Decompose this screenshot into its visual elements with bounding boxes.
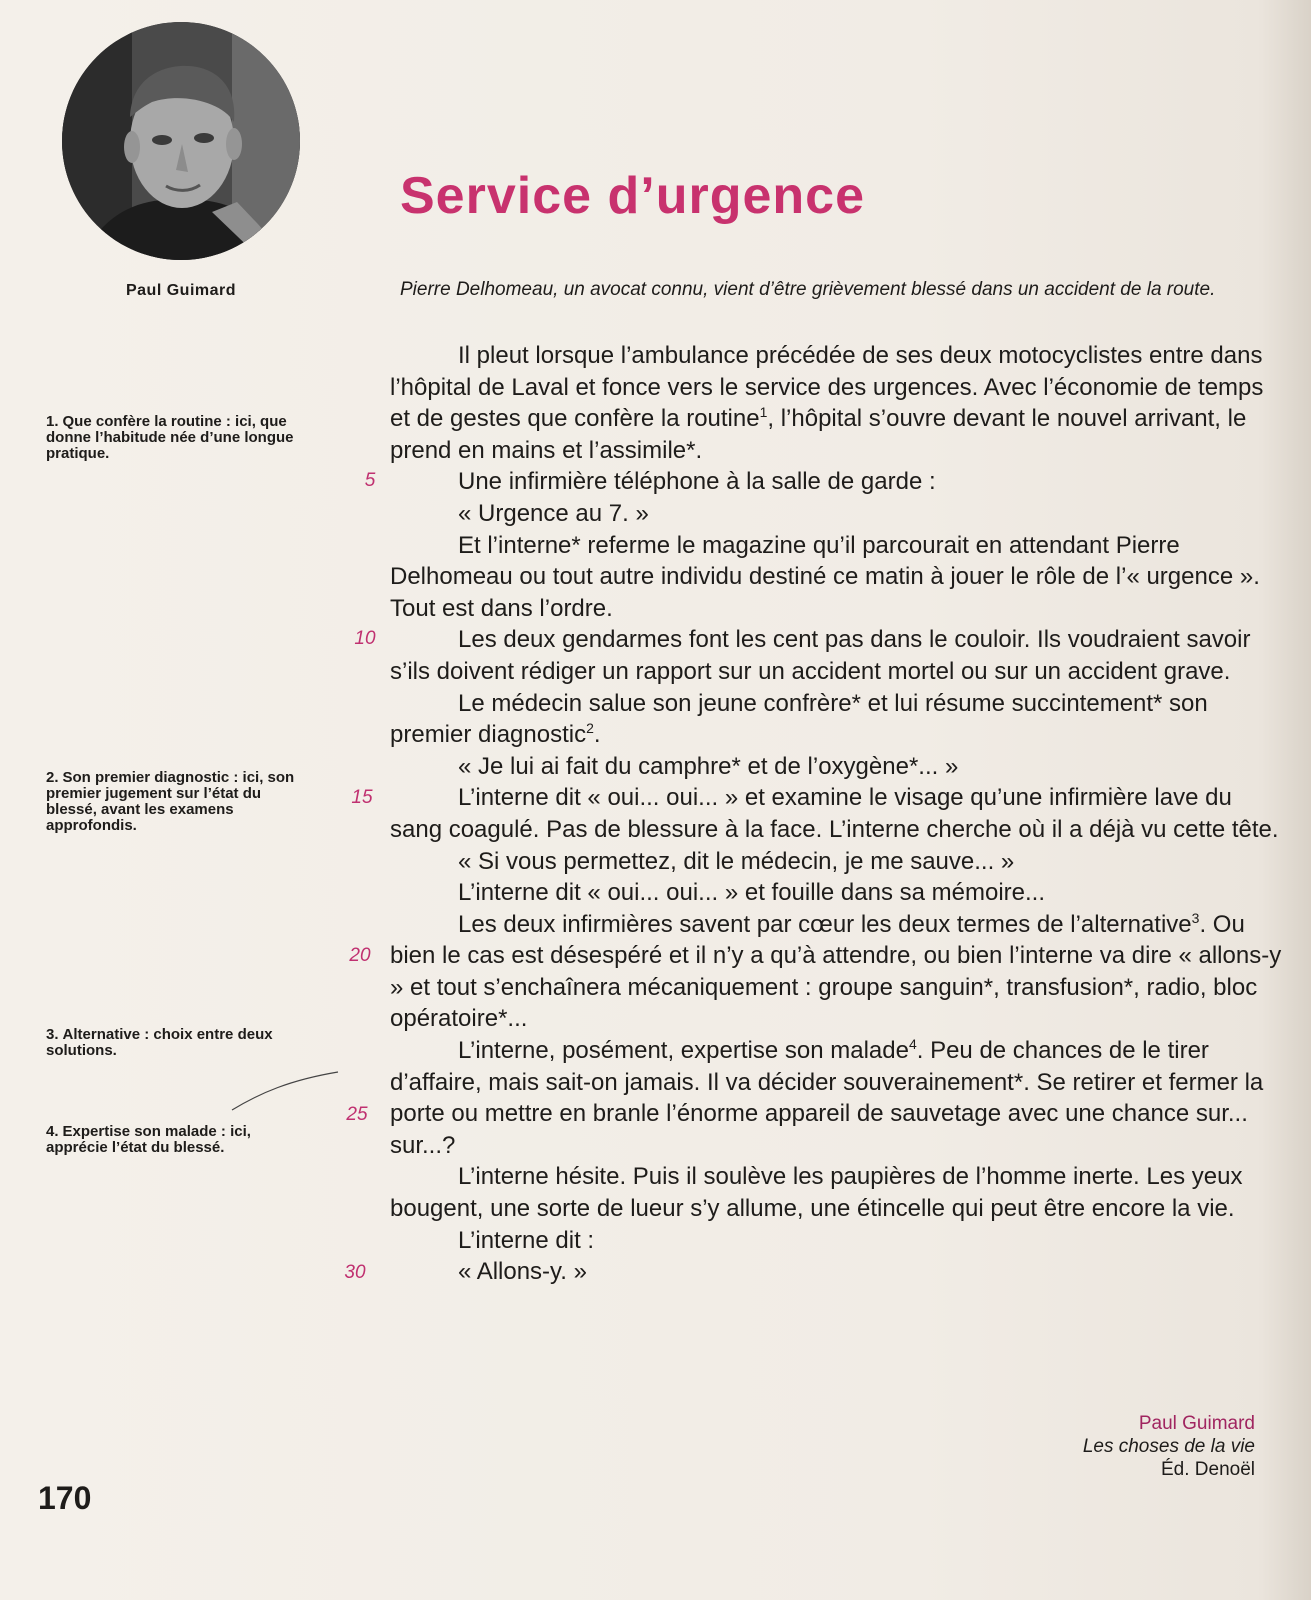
footnote-text: Son premier diagnostic : ici, son premier jugement sur l’état du blessé, avant les examens approfondis. bbox=[46, 769, 295, 834]
footnote-text: Que confère la routine : ici, que donne l’habitude née d’une longue pratique. bbox=[46, 413, 294, 462]
body-paragraph bbox=[390, 909, 1290, 1035]
body-paragraph bbox=[390, 846, 1290, 878]
footnote-1 bbox=[46, 414, 296, 462]
footnote-reference: 3 bbox=[1191, 909, 1200, 926]
line-number: 20 bbox=[349, 945, 371, 966]
paragraph-text: « Allons-y. » bbox=[458, 1258, 587, 1286]
footnote-number: 2. bbox=[46, 769, 59, 786]
credit-book: Les choses de la vie bbox=[1082, 1436, 1255, 1457]
line-number: 10 bbox=[354, 628, 376, 649]
paragraph-text: « Urgence au 7. » bbox=[458, 499, 649, 527]
footnote-reference: 4 bbox=[908, 1036, 917, 1053]
paragraph-text: Le médecin salue son jeune confrère* et lui résume succintement* son premier diagnostic bbox=[390, 689, 1208, 749]
body-paragraph bbox=[390, 751, 1290, 783]
footnote-number: 1. bbox=[46, 413, 59, 430]
body-paragraph bbox=[390, 782, 1290, 845]
intro-text: Pierre Delhomeau, un avocat connu, vient d’être grièvement blessé dans un accident de la route. bbox=[400, 279, 1216, 300]
body-paragraph bbox=[390, 340, 1290, 466]
page-number: 170 bbox=[38, 1480, 92, 1516]
body-paragraph bbox=[390, 530, 1290, 625]
paragraph-text: Il pleut lorsque l’ambulance précédée de ses deux motocyclistes entre dans l’hôpital de Laval et fonce vers le service des urgences. Avec l’économie de temps et de gestes que confère la routine bbox=[390, 342, 1264, 433]
paragraph-text: « Si vous permettez, dit le médecin, je me sauve... » bbox=[458, 847, 1015, 875]
footnote-number: 4. bbox=[46, 1123, 59, 1140]
author-portrait-image bbox=[62, 22, 300, 260]
paragraph-text: Les deux infirmières savent par cœur les deux termes de l’alternative bbox=[458, 910, 1192, 938]
body-paragraph bbox=[390, 1256, 1290, 1288]
footnote-text: Expertise son malade : ici, apprécie l’état du blessé. bbox=[46, 1123, 251, 1156]
body-paragraph bbox=[390, 1161, 1290, 1224]
paragraph-text: Les deux gendarmes font les cent pas dans le couloir. Ils voudraient savoir s’ils doivent rédiger un rapport sur un accident mortel ou sur un accident grave. bbox=[390, 626, 1251, 685]
body-paragraph bbox=[390, 1225, 1290, 1257]
footnote-text: Alternative : choix entre deux solutions. bbox=[46, 1026, 273, 1059]
line-number: 30 bbox=[344, 1262, 366, 1283]
line-number: 15 bbox=[351, 787, 373, 808]
paragraph-text: « Je lui ai fait du camphre* et de l’oxygène*... » bbox=[458, 752, 959, 780]
footnote-4 bbox=[46, 1124, 296, 1156]
source-credit bbox=[1083, 1412, 1255, 1481]
paragraph-text: L’interne, posément, expertise son malade bbox=[458, 1037, 909, 1065]
page-title: Service d’urgence bbox=[400, 167, 865, 225]
paragraph-text: , l’hôpital s’ouvre devant le nouvel arrivant, le prend en mains et l’assimile*. bbox=[390, 405, 1247, 464]
body-paragraph bbox=[390, 877, 1290, 909]
body-paragraph bbox=[390, 688, 1290, 751]
paragraph-text: . Peu de chances de le tirer d’affaire, mais sait-on jamais. Il va décider souverainement*. Se retirer et fermer la porte ou mettre en branle l’énorme appareil de sauvetage avec une chance sur... sur...? bbox=[390, 1037, 1264, 1159]
photo-caption: Paul Guimard bbox=[125, 282, 237, 299]
paragraph-text: L’interne dit « oui... oui... » et fouille dans sa mémoire... bbox=[458, 879, 1045, 907]
line-number: 25 bbox=[346, 1104, 368, 1125]
body-paragraph bbox=[390, 466, 1290, 498]
paragraph-text: Et l’interne* referme le magazine qu’il parcourait en attendant Pierre Delhomeau ou tout autre individu destiné ce matin à jouer le rôle de l’« urgence ». Tout est dans l’ordre. bbox=[390, 531, 1260, 622]
credit-author: Paul Guimard bbox=[1138, 1413, 1255, 1434]
paragraph-text: . Ou bien le cas est désespéré et il n’y a qu’à attendre, ou bien l’interne va dire « allons-y » et tout s’enchaînera mécaniquement : groupe sanguin*, transfusion*, radio, bloc opératoire*... bbox=[390, 910, 1282, 1033]
body-paragraph bbox=[390, 1035, 1290, 1161]
footnote-reference: 1 bbox=[759, 404, 768, 421]
body-paragraph bbox=[390, 498, 1290, 530]
credit-publisher: Éd. Denoël bbox=[1160, 1459, 1255, 1480]
footnote-3 bbox=[46, 1027, 296, 1059]
paragraph-text: . bbox=[593, 721, 601, 749]
paragraph-text: L’interne dit « oui... oui... » et examine le visage qu’une infirmière lave du sang coagulé. Pas de blessure à la face. L’interne cherche où il a déjà vu cette tête. bbox=[390, 784, 1279, 843]
pencil-mark bbox=[230, 1068, 340, 1113]
author-photo bbox=[62, 22, 300, 260]
body-paragraph bbox=[390, 624, 1290, 687]
paragraph-text: Une infirmière téléphone à la salle de garde : bbox=[458, 468, 936, 496]
main-text bbox=[390, 340, 1290, 1288]
paragraph-text: L’interne hésite. Puis il soulève les paupières de l’homme inerte. Les yeux bougent, une sorte de lueur s’y allume, une étincelle qui peut être encore la vie. bbox=[390, 1163, 1243, 1223]
footnote-number: 3. bbox=[46, 1026, 59, 1043]
line-number: 5 bbox=[364, 470, 376, 491]
footnote-reference: 2 bbox=[586, 720, 594, 737]
footnote-2 bbox=[46, 770, 296, 834]
paragraph-text: L’interne dit : bbox=[458, 1226, 595, 1254]
